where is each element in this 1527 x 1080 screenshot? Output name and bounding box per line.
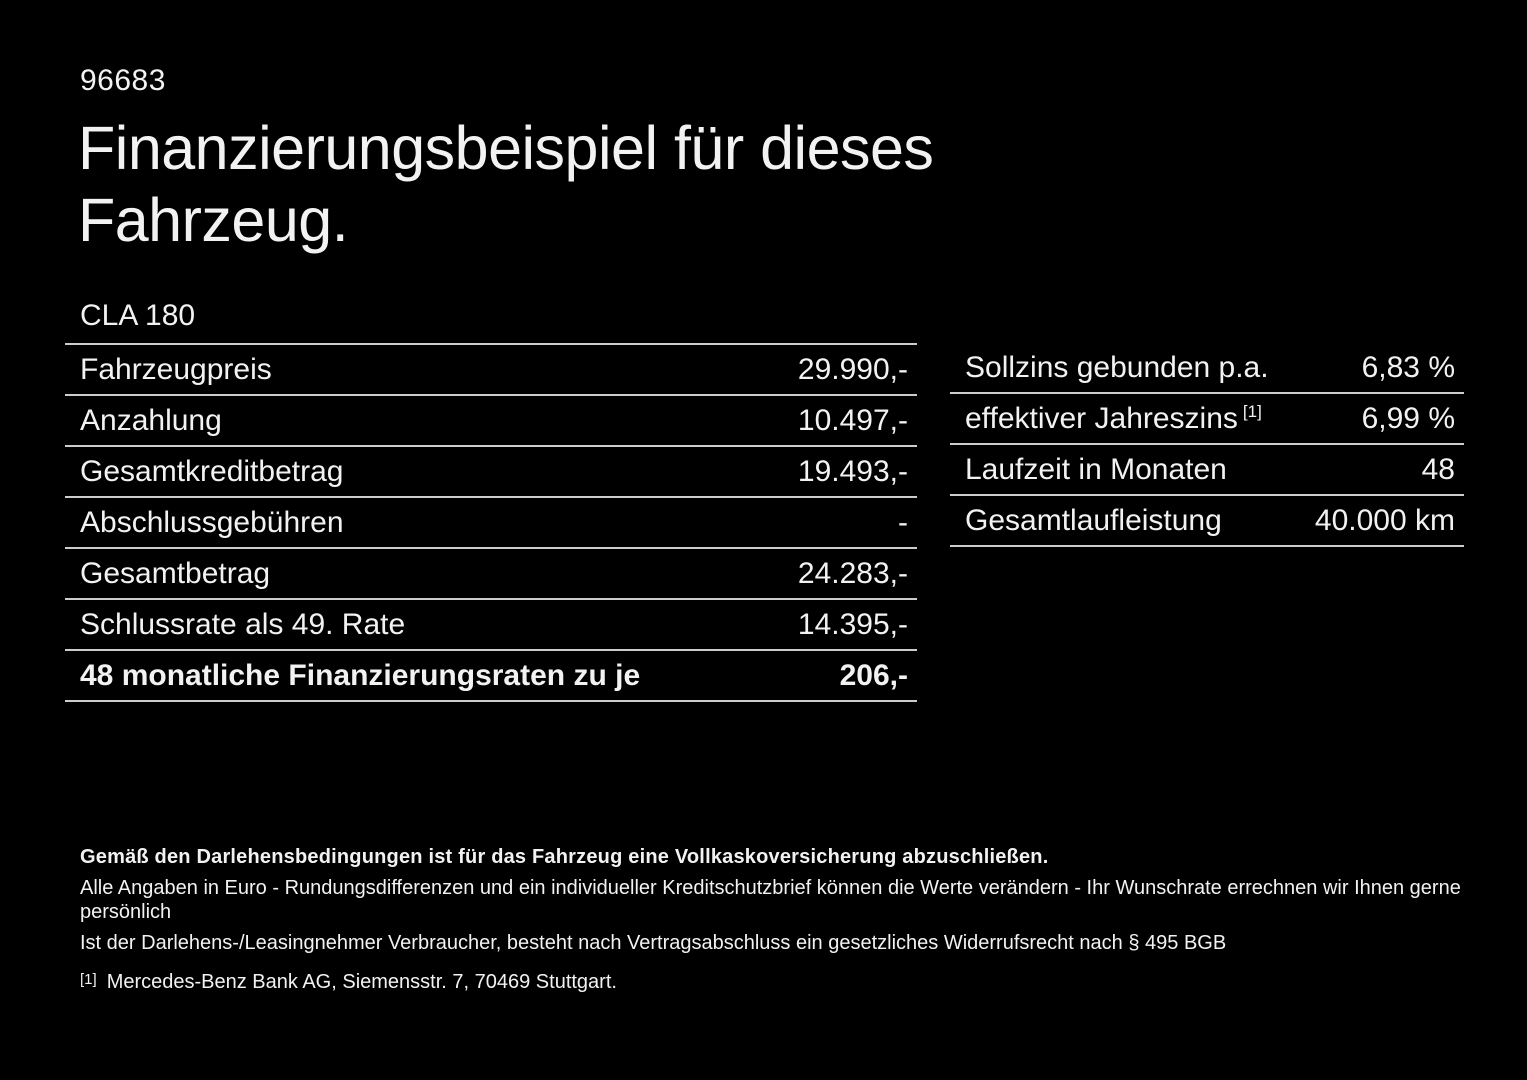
row-value: 48 <box>1421 452 1455 486</box>
row-label <box>965 402 1262 436</box>
table-row <box>950 496 1464 547</box>
row-label: Schlussrate als 49. Rate <box>80 607 406 641</box>
row-label: 48 monatliche Finanzierungsraten zu je <box>80 658 641 692</box>
loan-terms-table <box>950 343 1464 547</box>
table-row <box>65 549 917 600</box>
row-label: Gesamtbetrag <box>80 556 271 590</box>
footnote-insurance: Gemäß den Darlehensbedingungen ist für das Fahrzeug eine Vollkaskoversicherung abzuschließen. <box>80 846 1049 868</box>
table-row <box>65 498 917 549</box>
row-value: 29.990,- <box>797 352 908 386</box>
row-value: 6,99 % <box>1361 401 1455 435</box>
row-value: 10.497,- <box>797 403 908 437</box>
table-row-monthly-rate <box>65 651 917 702</box>
footnote-marker: [1] <box>80 971 97 988</box>
row-label: Sollzins gebunden p.a. <box>965 350 1269 384</box>
row-label: Anzahlung <box>80 403 222 437</box>
row-label: Laufzeit in Monaten <box>965 452 1227 486</box>
page-title-line-1: Finanzierungsbeispiel für dieses <box>78 114 934 182</box>
table-row <box>950 445 1464 496</box>
row-value: 24.283,- <box>797 556 908 590</box>
footnotes-block <box>80 845 1480 1001</box>
row-value: 206,- <box>839 658 908 692</box>
row-value: 19.493,- <box>797 454 908 488</box>
row-value: - <box>898 505 908 539</box>
table-row <box>950 394 1464 445</box>
page-title <box>78 112 933 256</box>
table-row <box>65 600 917 651</box>
table-row <box>950 343 1464 394</box>
table-row <box>65 447 917 498</box>
footnote-bank-reference <box>80 968 1480 994</box>
row-label-text: effektiver Jahreszins <box>965 401 1238 435</box>
footnote-withdrawal: Ist der Darlehens-/Leasingnehmer Verbraucher, besteht nach Vertragsabschluss ein gesetzliches Widerrufsrecht nach § 495 BGB <box>80 932 1227 954</box>
table-row <box>65 345 917 396</box>
financing-details-table <box>65 343 917 702</box>
row-value: 14.395,- <box>797 607 908 641</box>
row-label: Gesamtkreditbetrag <box>80 454 344 488</box>
vehicle-model-name: CLA 180 <box>80 299 196 332</box>
row-label: Fahrzeugpreis <box>80 352 272 386</box>
row-label: Abschlussgebühren <box>80 505 344 539</box>
row-value: 6,83 % <box>1361 350 1455 384</box>
row-value: 40.000 km <box>1314 503 1455 537</box>
page-title-line-2: Fahrzeug. <box>78 186 349 254</box>
footnote-ref-superscript: [1] <box>1242 401 1262 421</box>
footnote-bank-text: Mercedes-Benz Bank AG, Siemensstr. 7, 70469 Stuttgart. <box>106 971 617 993</box>
table-row <box>65 396 917 447</box>
row-label: Gesamtlaufleistung <box>965 503 1222 537</box>
vehicle-id-number: 96683 <box>80 64 166 97</box>
footnote-disclaimer: Alle Angaben in Euro - Rundungsdifferenzen und ein individueller Kreditschutzbrief können die Werte verändern - Ihr Wunschrate errechnen wir Ihnen gerne persönlich <box>80 877 1461 923</box>
